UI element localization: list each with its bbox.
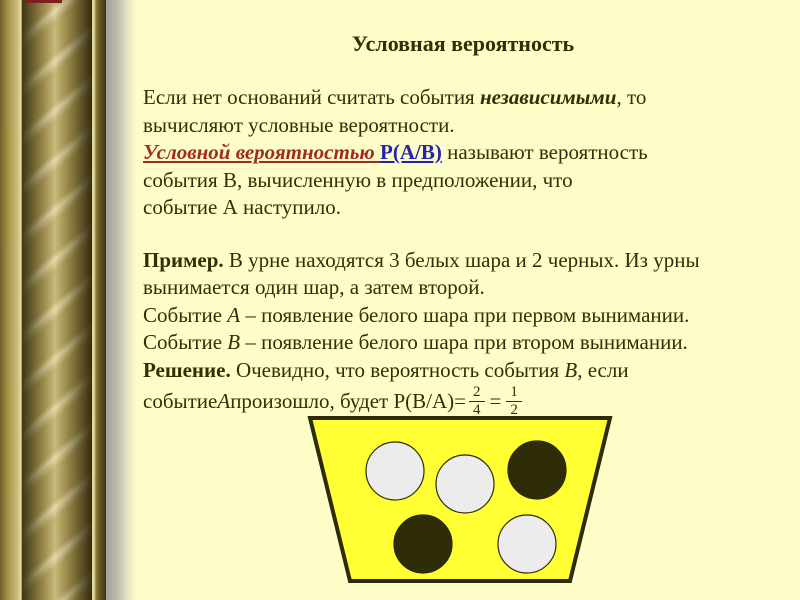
definition-term-blue: P(A/B) — [380, 140, 442, 164]
solution-label: Решение. — [143, 357, 231, 382]
formula: событие А произошло, будет P(B/A)= $\frac{2}{4}$ = $\frac{1}{2}$ — [143, 384, 525, 419]
white-ball-1 — [366, 442, 424, 500]
event-b: В — [227, 330, 241, 354]
equals-sign: = — [489, 388, 502, 413]
urn-svg — [280, 413, 640, 593]
pillar-decoration — [0, 0, 136, 600]
definition-text: Если нет оснований считать события — [143, 85, 480, 109]
pillar-shadow — [106, 0, 136, 600]
pillar-rim — [92, 0, 106, 600]
definition-term-red: Условной вероятностью — [143, 140, 381, 164]
white-ball-2 — [436, 455, 494, 513]
fraction-1-2: $\frac{1}{2}$ — [506, 384, 522, 419]
fraction-2-4: $\frac{2}{4}$ — [469, 384, 485, 419]
event-a: А — [227, 302, 241, 327]
example-paragraph: Пример. В урне находятся 3 белых шара и 2 черных. Из урны вынимается один шар, а затем второй. Событие А – появление белого шара при первом вынимании. Событие В – появление белого шара при втором вынимании. Решение. Очевидно, что вероятность события B, если событие А произошло, будет P(B/A)= $\frac{2}{4}$ = $\frac{1}{2}$ — [143, 247, 700, 418]
page-title: Условная вероятность — [351, 31, 575, 56]
pillar-base-strip — [0, 0, 22, 600]
top-red-strip — [25, 0, 62, 3]
black-ball-2 — [394, 515, 452, 573]
definition-emphasis: независимыми — [479, 85, 617, 109]
example-label: Пример. — [143, 247, 224, 272]
pillar-shaft — [22, 0, 92, 600]
urn-illustration — [280, 413, 640, 593]
slide-content — [143, 30, 783, 419]
definition-paragraph: Если нет оснований считать события независимыми, то вычисляют условные вероятности. Условной вероятностью P(A/B) называют вероятность события В, вычисленную в предположении, что событие А наступило. — [143, 85, 648, 219]
black-ball-1 — [508, 441, 566, 499]
white-ball-3 — [498, 515, 556, 573]
